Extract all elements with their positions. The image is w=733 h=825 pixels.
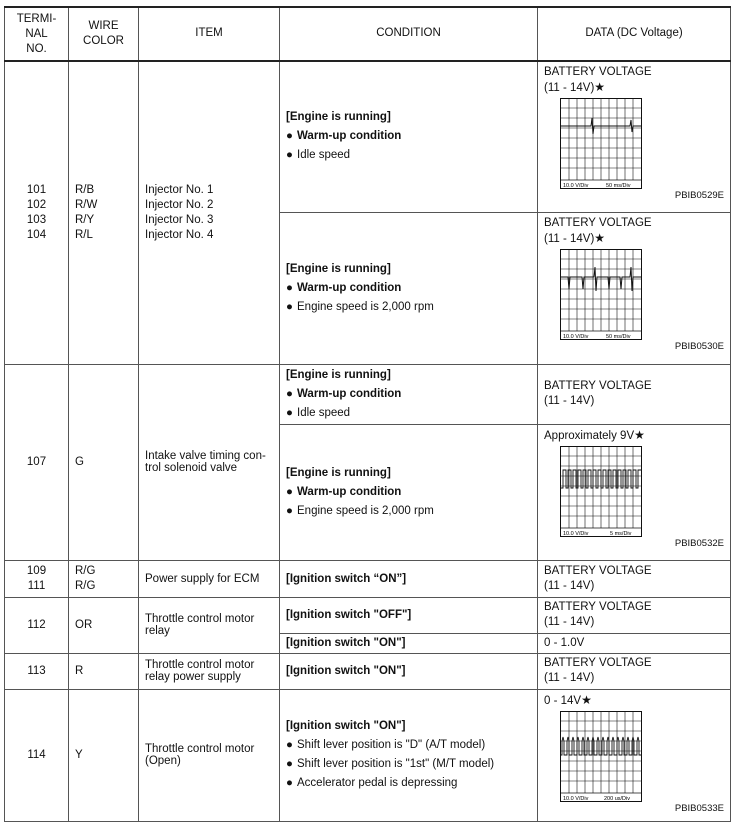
scope-time-label: 50 ms/Div [606, 333, 631, 340]
header-data: DATA (DC Voltage) [538, 7, 731, 61]
injector-colors: R/B R/W R/Y R/L [69, 61, 139, 364]
oscilloscope-waveform [560, 98, 644, 190]
figure-code: PBIB0529E [674, 190, 724, 201]
oscilloscope-waveform [560, 249, 644, 341]
ivt-terminal: 107 [5, 364, 69, 560]
terminal-table [4, 6, 731, 822]
relay-terminal: 112 [5, 597, 69, 653]
scope-volt-label: 10.0 V/Div [563, 795, 589, 802]
relay-color: OR [69, 597, 139, 653]
condition-cell: [Ignition switch "ON"] [280, 653, 538, 689]
ecm-item: Power supply for ECM [139, 560, 280, 597]
motor-item: Throttle control motor (Open) [139, 689, 280, 821]
relayps-item: Throttle control motor relay power supply [139, 653, 280, 689]
data-cell: BATTERY VOLTAGE (11 - 14V)★ 10.0 V/Div 50 ms/Div PBIB0529E [538, 61, 731, 212]
star-icon: ★ [594, 230, 606, 245]
condition-cell: [Ignition switch "ON"] [280, 633, 538, 653]
star-icon: ★ [581, 692, 592, 707]
relayps-color: R [69, 653, 139, 689]
condition-cell: [Engine is running] ● Warm-up condition ● Engine speed is 2,000 rpm [280, 212, 538, 364]
relayps-terminal: 113 [5, 653, 69, 689]
scope-volt-label: 10.0 V/Div [563, 333, 589, 340]
header-terminal: TERMI- NAL NO. [5, 7, 69, 61]
header-condition: CONDITION [280, 7, 538, 61]
data-cell: BATTERY VOLTAGE (11 - 14V) [538, 560, 731, 597]
figure-code: PBIB0533E [674, 802, 724, 814]
condition-cell: [Ignition switch "OFF"] [280, 597, 538, 633]
table-row [5, 364, 731, 424]
data-cell: BATTERY VOLTAGE (11 - 14V) [538, 597, 731, 633]
scope-time-label: 50 ms/Div [606, 183, 631, 189]
data-cell: BATTERY VOLTAGE (11 - 14V) [538, 364, 731, 424]
motor-terminal: 114 [5, 689, 69, 821]
injector-items: Injector No. 1 Injector No. 2 Injector No. 3 Injector No. 4 [139, 61, 280, 364]
figure-code: PBIB0530E [674, 340, 724, 352]
data-cell: Approximately 9V★ 10.0 V/Div 5 ms/Div PBIB0532E [538, 424, 731, 560]
scope-volt-label: 10.0 V/Div [563, 183, 589, 189]
oscilloscope-waveform [560, 446, 644, 538]
figure-code: PBIB0532E [674, 537, 724, 549]
scope-time-label: 200 us/Div [604, 795, 630, 802]
table-row [5, 61, 731, 212]
star-icon: ★ [634, 427, 645, 442]
condition-cell: [Engine is running] ● Warm-up condition ● Engine speed is 2,000 rpm [280, 424, 538, 560]
condition-cell: [Engine is running] ● Warm-up condition ● Idle speed [280, 61, 538, 212]
ecm-terminals: 109 111 [5, 560, 69, 597]
ecm-colors: R/G R/G [69, 560, 139, 597]
table-row [5, 653, 731, 689]
condition-cell: [Ignition switch "ON"] ● Shift lever position is "D" (A/T model) ● Shift lever position is "1st" (M/T model) ● Accelerator pedal is depressing [280, 689, 538, 821]
ivt-color: G [69, 364, 139, 560]
data-cell: 0 - 1.0V [538, 633, 731, 653]
header-item: ITEM [139, 7, 280, 61]
header-wire-color: WIRE COLOR [69, 7, 139, 61]
ivt-item: Intake valve timing con-trol solenoid valve [139, 364, 280, 560]
condition-cell: [Ignition switch “ON”] [280, 560, 538, 597]
relay-item: Throttle control motor relay [139, 597, 280, 653]
data-cell: BATTERY VOLTAGE (11 - 14V) [538, 653, 731, 689]
motor-color: Y [69, 689, 139, 821]
table-row [5, 597, 731, 633]
scope-volt-label: 10.0 V/Div [563, 530, 589, 537]
condition-cell: [Engine is running] ● Warm-up condition ● Idle speed [280, 364, 538, 424]
star-icon: ★ [594, 80, 606, 94]
table-header [5, 7, 731, 61]
table-row [5, 689, 731, 821]
data-cell: BATTERY VOLTAGE (11 - 14V)★ 10.0 V/Div 50 ms/Div PBIB0530E [538, 212, 731, 364]
table-row [5, 560, 731, 597]
injector-terminals: 101 102 103 104 [5, 61, 69, 364]
scope-time-label: 5 ms/Div [610, 530, 632, 537]
data-cell: 0 - 14V★ 10.0 V/Div 200 us/Div PBIB0533E [538, 689, 731, 821]
oscilloscope-waveform [560, 711, 644, 803]
